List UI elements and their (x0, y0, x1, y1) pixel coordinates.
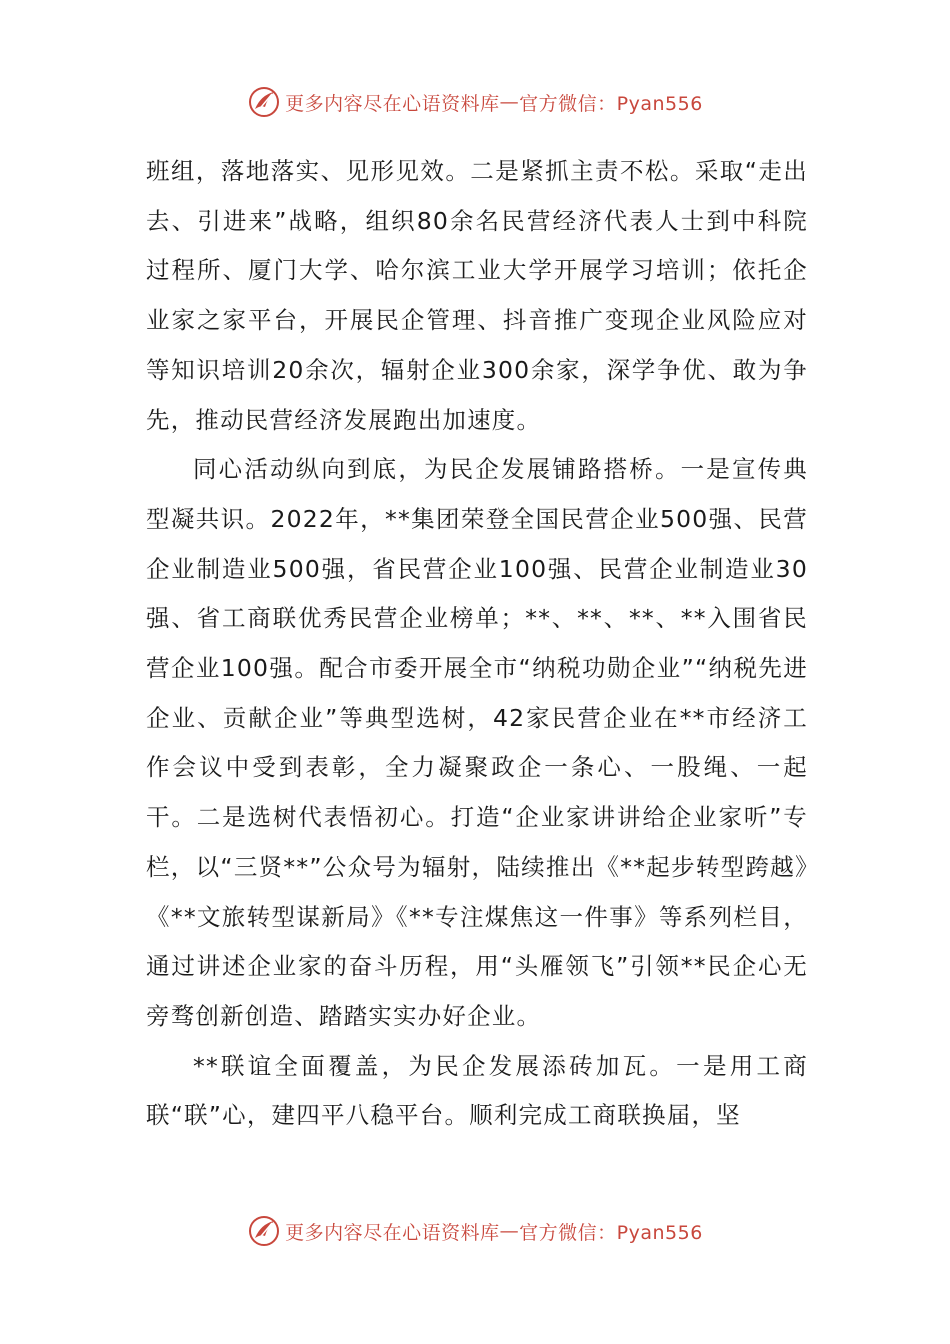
banner-separator: — (499, 91, 520, 113)
logo-icon (247, 85, 281, 119)
paragraph: **联谊全面覆盖，为民企发展添砖加瓦。一是用工商联“联”心，建四平八稳平台。顺利完成工商联换届，坚 (146, 1051, 808, 1130)
footer-banner (0, 1211, 950, 1251)
banner-separator: — (499, 1220, 520, 1242)
paragraph: 同心活动纵向到底，为民企发展铺路搭桥。一是宣传典型凝共识。2022年，**集团荣登全国民营企业500强、民营企业制造业500强，省民营企业100强、民营企业制造业30强、省工商联优秀民营企业榜单；**、**、**、**入围省民营企业100强。配合市委开展全市“纳税功勋企业”“纳税先进企业、贡献企业”等典型选树，42家民营企业在**市经济工作会议中受到表彰，全力凝聚政企一条心、一股绳、一起干。二是选树代表悟初心。打造“企业家讲讲给企业家听”专栏，以“三贤**”公众号为辐射，陆续推出《**起步转型跨越》《**文旅转型谋新局》《**专注煤焦这一件事》等系列栏目，通过讲述企业家的奋斗历程，用“头雁领飞”引领**民企心无旁骛创新创造、踏踏实实办好企业。 (146, 455, 808, 1030)
document-body (146, 147, 808, 1141)
logo-icon (247, 1214, 281, 1248)
paragraph: 班组，落地落实、见形见效。二是紧抓主责不松。采取“走出去、引进来”战略，组织80余名民营经济代表人士到中科院过程所、厦门大学、哈尔滨工业大学开展学习培训；依托企业家之家平台，开展民企管理、抖音推广变现企业风险应对等知识培训20余次，辐射企业300余家，深学争优、敢为争先，推动民营经济发展跑出加速度。 (146, 157, 808, 434)
banner-wechat-text: 官方微信：Pyan556 (519, 92, 703, 115)
banner-main-text: 更多内容尽在心语资料库 (285, 1221, 500, 1244)
header-banner (0, 82, 950, 122)
banner-main-text: 更多内容尽在心语资料库 (285, 92, 500, 115)
banner-wechat-text: 官方微信：Pyan556 (519, 1221, 703, 1244)
